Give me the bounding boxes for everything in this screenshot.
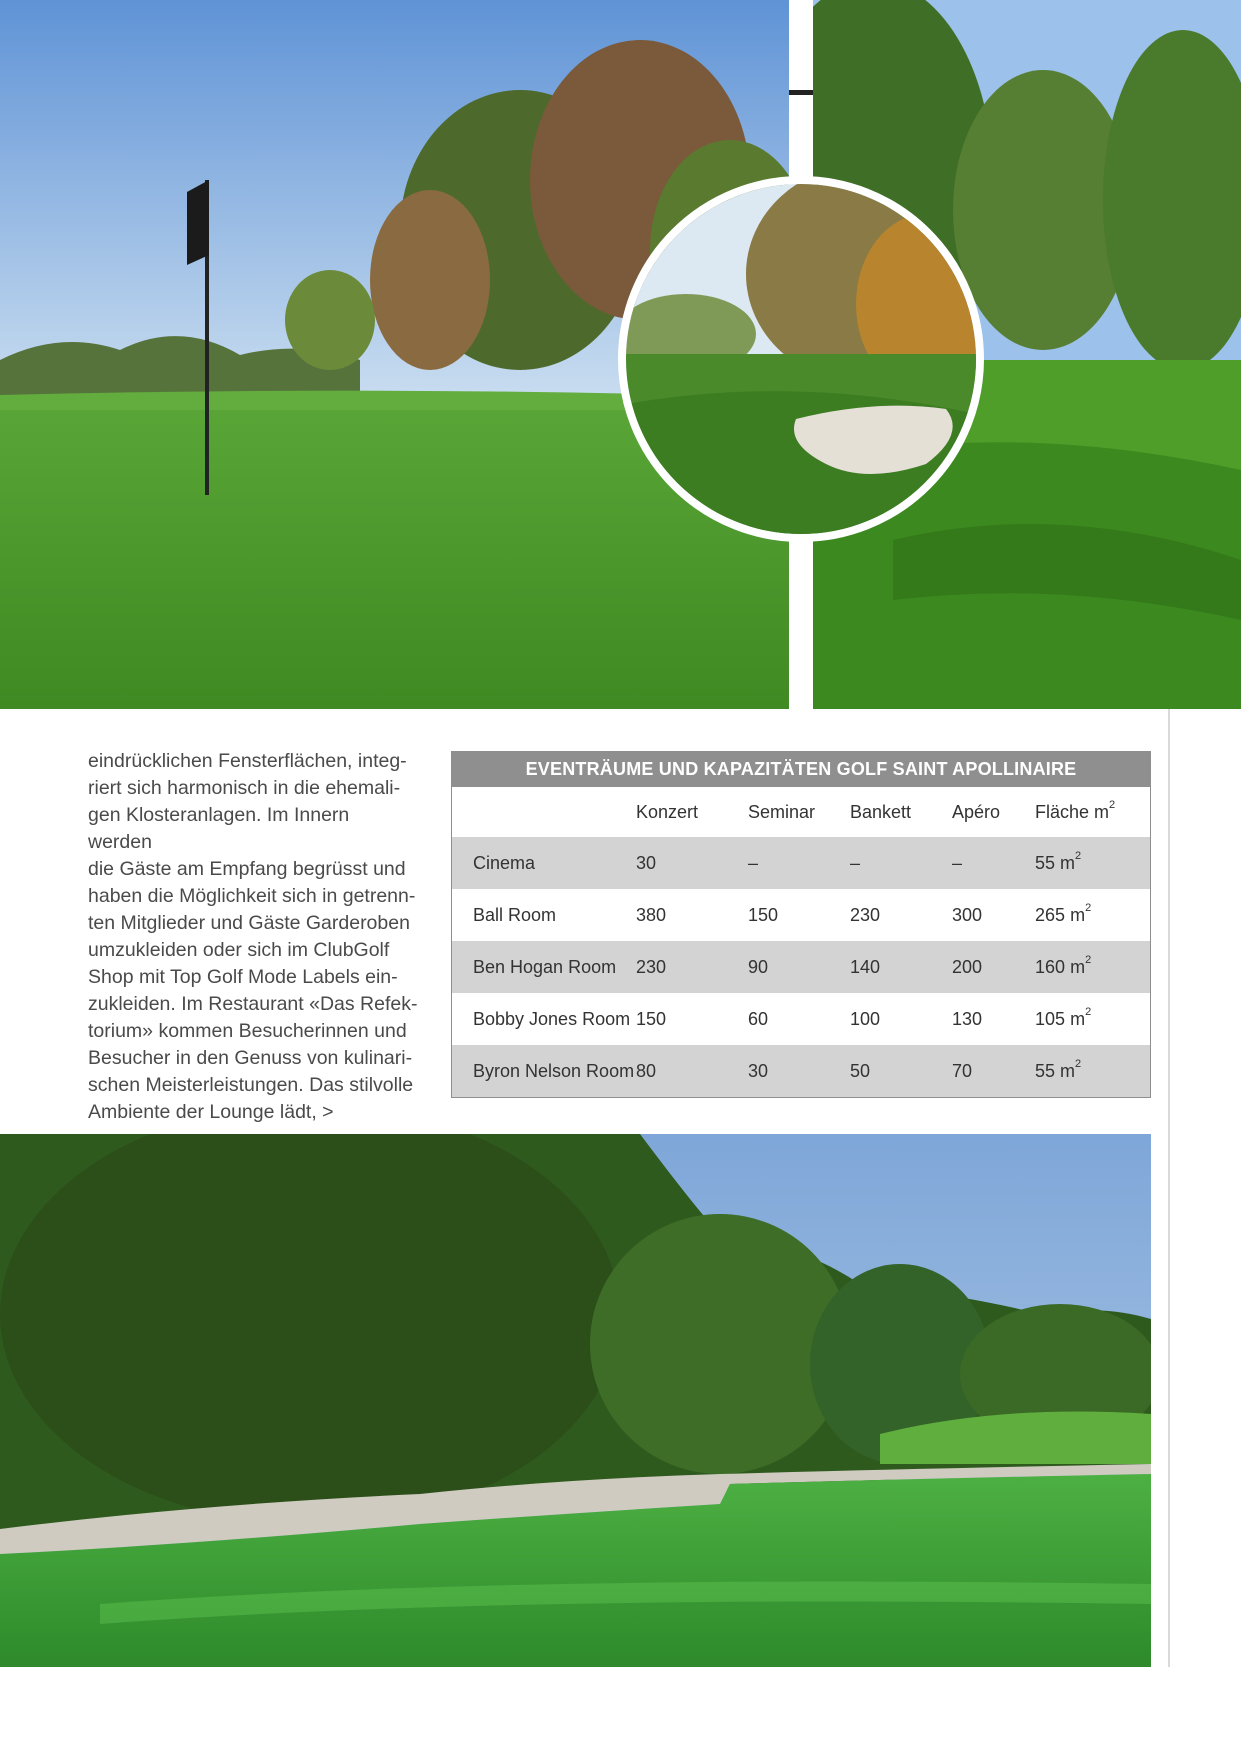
area-unit: m (1060, 852, 1076, 873)
apero-cell: 70 (952, 1060, 973, 1081)
body-text (88, 748, 418, 1126)
konzert-cell: 230 (636, 956, 667, 977)
flaeche-cell (1035, 1045, 1150, 1097)
flaeche-value: 265 (1035, 904, 1066, 925)
superscript: 2 (1075, 1057, 1082, 1070)
text-line: umzukleiden oder sich im ClubGolf (88, 939, 390, 961)
column-header-apero: Apéro (952, 801, 1001, 822)
capacity-table (451, 751, 1151, 1098)
bankett-cell: 50 (850, 1060, 871, 1081)
column-header-konzert: Konzert (636, 801, 699, 822)
apero-cell: 300 (952, 904, 983, 925)
text-line: Besucher in den Genuss von kulinari- (88, 1047, 413, 1069)
seminar-cell: – (748, 852, 759, 873)
bankett-cell: 100 (850, 1008, 881, 1029)
text-line: torium» kommen Besucherinnen und (88, 1020, 407, 1042)
seminar-cell: 150 (748, 904, 779, 925)
table-row (452, 941, 1150, 993)
area-unit: m (1060, 1060, 1076, 1081)
flaeche-cell (1035, 993, 1150, 1045)
superscript: 2 (1075, 849, 1082, 862)
table-title: EVENTRÄUME UND KAPAZITÄTEN GOLF SAINT APOLLINAIRE (452, 752, 1150, 787)
bankett-cell: 140 (850, 956, 881, 977)
flaeche-cell (1035, 889, 1150, 941)
text-line: schen Meisterleistungen. Das stilvolle (88, 1074, 414, 1096)
text-line: eindrücklichen Fensterflächen, integ- (88, 750, 407, 772)
text-line: gen Klosteranlagen. Im Innern werden (88, 804, 350, 853)
room-name: Cinema (473, 852, 536, 873)
flaeche-cell (1035, 941, 1150, 993)
flaeche-cell (1035, 837, 1150, 889)
pond-and-trees-photo (0, 1134, 1151, 1667)
column-header-seminar: Seminar (748, 801, 816, 822)
table-header-row (452, 787, 1150, 837)
table-row (452, 837, 1150, 889)
apero-cell: – (952, 852, 963, 873)
konzert-cell: 150 (636, 1008, 667, 1029)
table-row (452, 993, 1150, 1045)
area-unit: m (1070, 1008, 1086, 1029)
text-line: die Gäste am Empfang begrüsst und (88, 858, 406, 880)
seminar-cell: 30 (748, 1060, 769, 1081)
konzert-cell: 80 (636, 1060, 657, 1081)
flaeche-value: 105 (1035, 1008, 1066, 1029)
page-rule (1168, 709, 1170, 1667)
table-row (452, 889, 1150, 941)
divider-tick (789, 90, 813, 95)
bankett-cell: – (850, 852, 861, 873)
column-header-bankett: Bankett (850, 801, 912, 822)
flaeche-value: 55 (1035, 852, 1056, 873)
text-line: haben die Möglichkeit sich in getrenn- (88, 885, 416, 907)
area-unit: m (1070, 956, 1086, 977)
column-header-flaeche (1035, 787, 1150, 837)
capacity-grid (452, 787, 1150, 1097)
text-line: riert sich harmonisch in die ehemali- (88, 777, 401, 799)
superscript: 2 (1085, 1005, 1092, 1018)
superscript: 2 (1085, 953, 1092, 966)
superscript: 2 (1109, 798, 1116, 811)
konzert-cell: 30 (636, 852, 657, 873)
room-name: Ben Hogan Room (473, 956, 617, 977)
flaeche-label: Fläche m (1035, 801, 1110, 822)
text-line: Shop mit Top Golf Mode Labels ein- (88, 966, 398, 988)
apero-cell: 200 (952, 956, 983, 977)
text-line: zukleiden. Im Restaurant «Das Refek- (88, 993, 418, 1015)
flaeche-value: 160 (1035, 956, 1066, 977)
superscript: 2 (1085, 901, 1092, 914)
seminar-cell: 60 (748, 1008, 769, 1029)
fairway-bunker-photo (618, 176, 984, 542)
konzert-cell: 380 (636, 904, 667, 925)
room-name: Bobby Jones Room (473, 1008, 631, 1029)
bankett-cell: 230 (850, 904, 881, 925)
text-line: ten Mitglieder und Gäste Garderoben (88, 912, 410, 934)
room-name: Byron Nelson Room (473, 1060, 635, 1081)
flaeche-value: 55 (1035, 1060, 1056, 1081)
seminar-cell: 90 (748, 956, 769, 977)
apero-cell: 130 (952, 1008, 983, 1029)
room-name: Ball Room (473, 904, 557, 925)
table-row (452, 1045, 1150, 1097)
area-unit: m (1070, 904, 1086, 925)
column-header-room (452, 787, 636, 837)
text-line: Ambiente der Lounge lädt, > (88, 1101, 334, 1123)
